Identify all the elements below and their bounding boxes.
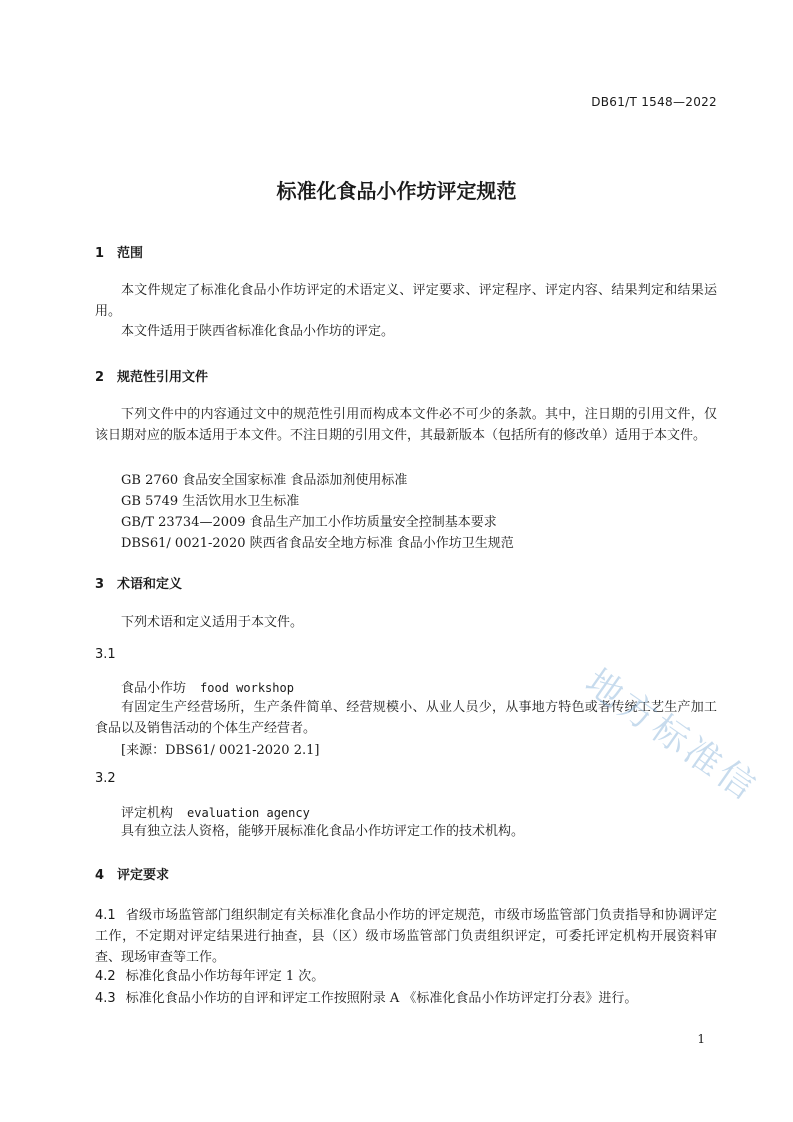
term-chinese: 食品小作坊	[121, 681, 187, 696]
reference-item: GB/T 23734—2009 食品生产加工小作坊质量安全控制基本要求	[121, 515, 497, 530]
term-definition: 具有独立法人资格，能够开展标准化食品小作坊评定工作的技术机构。	[121, 824, 525, 839]
section-title: 评定要求	[117, 868, 170, 883]
reference-item: GB 2760 食品安全国家标准 食品添加剂使用标准	[121, 473, 408, 488]
section-2-heading	[95, 366, 208, 385]
reference-item: GB 5749 生活饮用水卫生标准	[121, 494, 300, 509]
term-chinese: 评定机构	[121, 806, 174, 821]
requirement-number: 4.1	[95, 908, 116, 923]
section-3-heading	[95, 573, 182, 592]
watermark: 地方标准信	[577, 661, 766, 810]
section-title: 范围	[117, 246, 144, 261]
paragraph: 本文件适用于陕西省标准化食品小作坊的评定。	[121, 324, 395, 339]
page-number: 1	[697, 1032, 705, 1046]
term-english: food workshop	[200, 681, 294, 695]
section-number: 2	[95, 370, 105, 385]
term-entry	[121, 802, 310, 821]
section-title: 规范性引用文件	[117, 370, 209, 385]
requirement-text: 标准化食品小作坊每年评定 1 次。	[125, 969, 325, 984]
paragraph: 本文件规定了标准化食品小作坊评定的术语定义、评定要求、评定程序、评定内容、结果判定和结果运用。	[95, 283, 717, 319]
requirement-text: 省级市场监管部门组织制定有关标准化食品小作坊的评定规范，市级市场监管部门负责指导和协调评定工作，不定期对评定结果进行抽查，县（区）级市场监管部门负责组织评定，可委托评定机构开展资料审查、现场审查等工作。	[95, 908, 717, 965]
requirement-item	[95, 905, 717, 968]
section-1-heading	[95, 242, 143, 261]
document-title: 标准化食品小作坊评定规范	[276, 179, 517, 203]
requirement-number: 4.2	[95, 969, 116, 984]
term-english: evaluation agency	[187, 806, 310, 820]
paragraph: 下列文件中的内容通过文中的规范性引用而构成本文件必不可少的条款。其中，注日期的引用文件，仅该日期对应的版本适用于本文件。不注日期的引用文件，其最新版本（包括所有的修改单）适用于本文件。	[95, 407, 717, 443]
section-number: 1	[95, 246, 105, 261]
term-entry	[121, 677, 294, 696]
term-definition: 有固定生产经营场所，生产条件简单、经营规模小、从业人员少，从事地方特色或者传统工艺生产加工食品以及销售活动的个体生产经营者。	[95, 700, 717, 736]
paragraph: 下列术语和定义适用于本文件。	[121, 615, 304, 630]
section-number: 4	[95, 868, 105, 883]
standard-number: DB61/T 1548—2022	[591, 95, 717, 109]
term-source: [来源：DBS61/ 0021-2020 2.1]	[121, 743, 320, 758]
section-4-heading	[95, 864, 169, 883]
section-title: 术语和定义	[117, 577, 183, 592]
clause-number: 3.2	[95, 771, 116, 786]
requirement-item	[95, 988, 717, 1009]
requirement-item	[95, 966, 717, 987]
requirement-text: 标准化食品小作坊的自评和评定工作按照附录 A 《标准化食品小作坊评定打分表》进行。	[125, 991, 638, 1006]
reference-item: DBS61/ 0021-2020 陕西省食品安全地方标准 食品小作坊卫生规范	[121, 536, 514, 551]
requirement-number: 4.3	[95, 991, 116, 1006]
clause-number: 3.1	[95, 647, 116, 662]
section-number: 3	[95, 577, 105, 592]
